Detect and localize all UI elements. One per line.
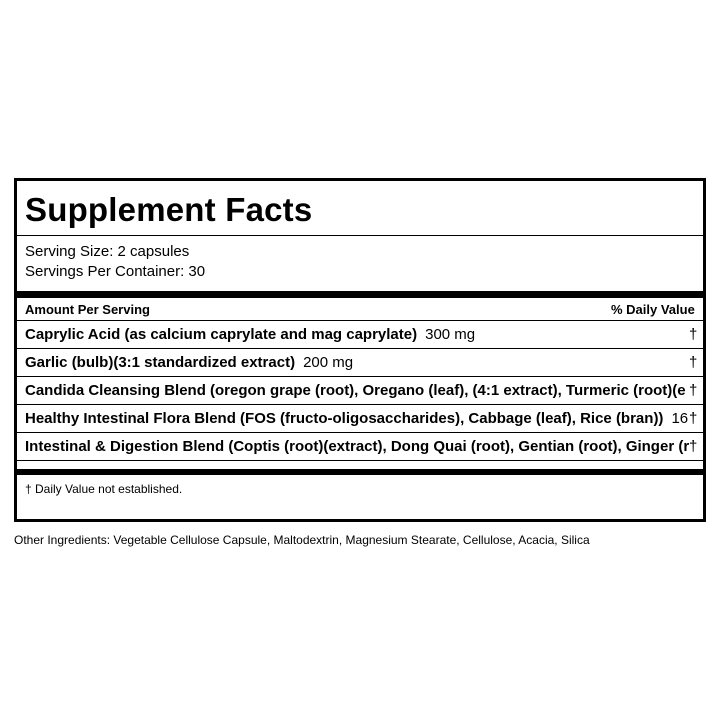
nutrient-row <box>17 321 703 349</box>
nutrient-daily-value: † <box>689 438 698 455</box>
thick-divider <box>17 291 703 298</box>
supplement-facts-panel <box>14 178 706 522</box>
serving-size: Serving Size: 2 capsules <box>25 243 190 260</box>
nutrient-daily-value: † <box>689 382 698 399</box>
nutrient-row <box>17 405 703 433</box>
nutrient-amount: 200 mg <box>303 354 354 371</box>
nutrient-row <box>17 377 703 405</box>
nutrient-name: Caprylic Acid (as calcium caprylate and mag caprylate) 300 mg <box>25 326 476 343</box>
daily-value-footnote: † Daily Value not established. <box>25 482 183 496</box>
nutrient-name: Candida Cleansing Blend (oregon grape (root), Oregano (leaf), (4:1 extract), Turmeric (root)(e <box>25 382 686 399</box>
nutrient-daily-value: † <box>689 354 698 371</box>
nutrient-amount: 300 mg <box>425 326 476 343</box>
serving-info <box>17 236 703 291</box>
column-header-row <box>17 298 703 321</box>
nutrient-name: Healthy Intestinal Flora Blend (FOS (fructo-oligosaccharides), Cabbage (leaf), Rice (bran)) 16 <box>25 410 689 427</box>
panel-title: Supplement Facts <box>17 181 703 236</box>
nutrient-daily-value: † <box>689 326 698 343</box>
servings-per-container: Servings Per Container: 30 <box>25 263 206 280</box>
nutrient-name: Intestinal & Digestion Blend (Coptis (root)(extract), Dong Quai (root), Gentian (root), Ginger (r <box>25 438 690 455</box>
nutrient-row <box>17 349 703 377</box>
nutrient-row <box>17 433 703 461</box>
nutrient-daily-value: † <box>689 410 698 427</box>
nutrient-name: Garlic (bulb)(3:1 standardized extract) 200 mg <box>25 354 354 371</box>
nutrient-amount: 16 <box>671 410 689 427</box>
spacer-row <box>17 461 703 469</box>
other-ingredients: Other Ingredients: Vegetable Cellulose Capsule, Maltodextrin, Magnesium Stearate, Cellulose, Acacia, Silica <box>14 533 590 547</box>
amount-per-serving-header: Amount Per Serving <box>25 302 150 317</box>
daily-value-header: % Daily Value <box>611 302 695 317</box>
